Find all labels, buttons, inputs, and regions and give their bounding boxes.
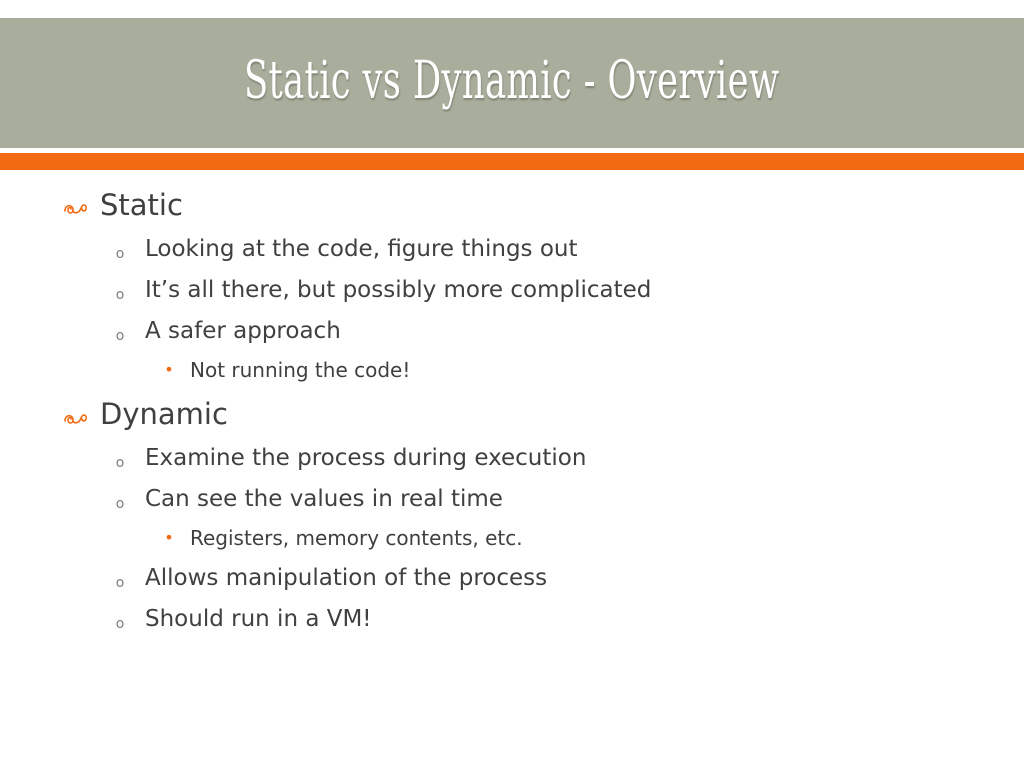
dot-bullet-icon: • bbox=[164, 528, 174, 547]
sub-bullet-item: Registers, memory contents, etc. bbox=[190, 526, 523, 550]
scroll-bullet-icon bbox=[62, 408, 88, 428]
circle-bullet-icon: o bbox=[115, 616, 125, 632]
bullet-item: Should run in a VM! bbox=[145, 606, 372, 632]
slide-title: Static vs Dynamic - Overview bbox=[244, 51, 780, 111]
bullet-item: A safer approach bbox=[145, 318, 341, 344]
circle-bullet-icon: o bbox=[115, 246, 125, 262]
bullet-dynamic: Dynamic bbox=[100, 397, 228, 431]
bullet-item: Examine the process during execution bbox=[145, 445, 587, 471]
scroll-bullet-icon bbox=[62, 198, 88, 218]
dot-bullet-icon: • bbox=[164, 360, 174, 379]
circle-bullet-icon: o bbox=[115, 575, 125, 591]
bullet-item: Allows manipulation of the process bbox=[145, 565, 548, 591]
bullet-item: It’s all there, but possibly more complicated bbox=[145, 277, 652, 303]
bullet-item: Can see the values in real time bbox=[145, 486, 503, 512]
circle-bullet-icon: o bbox=[115, 455, 125, 471]
bullet-static: Static bbox=[100, 188, 183, 222]
circle-bullet-icon: o bbox=[115, 496, 125, 512]
circle-bullet-icon: o bbox=[115, 328, 125, 344]
bullet-item: Looking at the code, figure things out bbox=[145, 236, 578, 262]
sub-bullet-item: Not running the code! bbox=[190, 358, 411, 382]
circle-bullet-icon: o bbox=[115, 287, 125, 303]
